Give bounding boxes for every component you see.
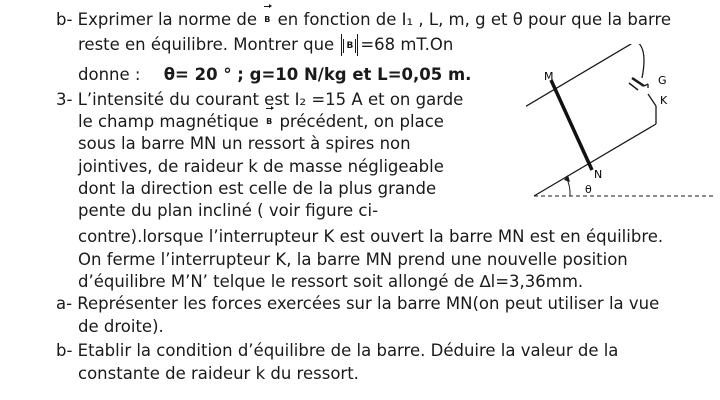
label-m: M — [544, 70, 554, 83]
line-5 — [78, 111, 444, 133]
line-11: On ferme l’interrupteur K, la barre MN prend une nouvelle position — [78, 250, 628, 269]
line-15: b- Etablir la condition d’équilibre de la barre. Déduire la valeur de la — [56, 341, 619, 360]
generator-plate-short — [629, 83, 638, 90]
rail-lower — [534, 124, 656, 196]
line-1 — [56, 9, 671, 31]
text-segment: le champ magnétique — [78, 112, 259, 131]
norm-b-letter: B — [343, 39, 356, 53]
text-segment: b- Exprimer la norme de — [56, 10, 258, 29]
circuit-wire — [636, 44, 644, 78]
line-9: pente du plan incliné ( voir figure ci- — [78, 201, 379, 220]
label-theta: θ — [585, 183, 592, 196]
line-2 — [78, 34, 453, 56]
label-g: G — [658, 74, 667, 87]
line-12: d’équilibre M’N’ telque le ressort soit allongé de ∆l=3,36mm. — [78, 272, 584, 291]
line-6: sous la barre MN un ressort à spires non — [78, 134, 411, 153]
line-4: 3- L’intensité du courant est I₂ =15 A et on garde — [56, 90, 464, 109]
given-values: θ= 20 ° ; g=10 N/kg et L=0,05 m. — [163, 65, 472, 84]
line-7: jointives, de raideur k de masse négligeable — [78, 157, 444, 176]
switch-k — [648, 94, 656, 106]
line-16: constante de raideur k du ressort. — [78, 364, 359, 383]
text-segment: précédent, on place — [279, 112, 444, 131]
label-k: K — [660, 94, 668, 107]
generator-plate-long — [632, 78, 644, 86]
norm-b-symbol — [341, 34, 358, 56]
text-segment: en fonction de I₁ , L, m, g et θ pour que la barre — [277, 10, 672, 29]
line-14: de droite). — [78, 317, 164, 336]
line-13: a- Représenter les forces exercées sur la barre MN(on peut utiliser la vue — [56, 294, 660, 313]
inclined-plane-figure — [526, 44, 716, 214]
line-3 — [78, 64, 471, 86]
text-segment: donne : — [78, 65, 141, 84]
label-n: N — [594, 168, 603, 181]
line-8: dont la direction est celle de la plus grande — [78, 179, 437, 198]
line-10: contre).lorsque l’interrupteur K est ouvert la barre MN est en équilibre. — [78, 227, 664, 246]
rail-upper — [526, 44, 636, 124]
vector-b-symbol: B — [264, 9, 270, 31]
vector-b-symbol: B — [266, 111, 272, 133]
text-segment: =68 mT.On — [360, 35, 454, 54]
text-segment: reste en équilibre. Montrer que — [78, 35, 335, 54]
bar-mn — [551, 80, 592, 170]
